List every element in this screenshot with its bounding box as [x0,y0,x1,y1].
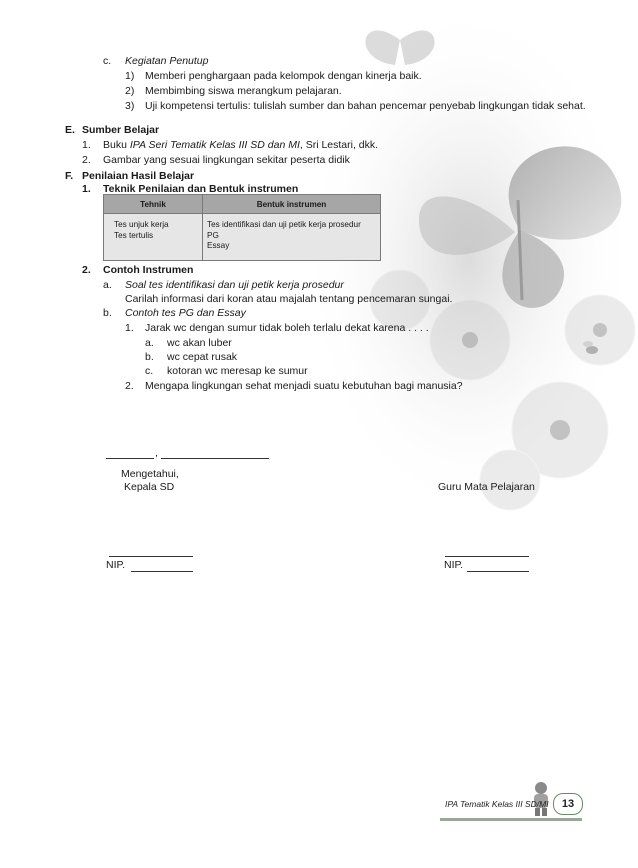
example-label: a. [103,279,112,291]
date-comma: , [155,447,158,459]
subsection-num: 1. [82,183,91,195]
closing-title: Kegiatan Penutup [125,55,209,67]
source-num: 1. [82,139,91,151]
section-e-title: Sumber Belajar [82,124,160,136]
source-num: 2. [82,154,91,166]
nip-label: NIP. [444,559,464,571]
table-header: Bentuk instrumen [203,195,381,214]
section-e-label: E. [65,124,75,136]
section-f-label: F. [65,170,74,182]
teacher-nip-line [467,571,529,572]
table-cell-technique: Tes unjuk kerja Tes tertulis [104,214,203,261]
closing-item-text: Membimbing siswa merangkum pelajaran. [145,85,342,97]
nip-label: NIP. [106,559,126,571]
source-text: Gambar yang sesuai lingkungan sekitar peserta didik [103,154,350,166]
date-place-line [106,458,154,459]
closing-item-num: 1) [125,70,135,82]
option-label: c. [145,365,154,377]
date-line [161,458,269,459]
mengetahui-text: Mengetahui, [121,468,179,480]
question-num: 2. [125,380,134,392]
example-text: Carilah informasi dari koran atau majalah tentang pencemaran sungai. [125,293,453,305]
table-row [104,214,381,261]
page-number: 13 [553,793,583,815]
option-text: wc akan luber [167,337,232,349]
headmaster-title: Kepala SD [124,481,175,493]
option-text: kotoran wc meresap ke sumur [167,365,308,377]
teacher-title: Guru Mata Pelajaran [438,481,535,493]
question-text: Mengapa lingkungan sehat menjadi suatu kebutuhan bagi manusia? [145,380,463,392]
subsection-num: 2. [82,264,91,276]
option-label: b. [145,351,154,363]
assessment-table [103,194,381,261]
headmaster-name-line [109,556,193,557]
closing-item-num: 3) [125,100,135,112]
section-f-title: Penilaian Hasil Belajar [82,170,195,182]
table-cell-instrument: Tes identifikasi dan uji petik kerja prosedur PG Essay [203,214,381,261]
example-title: Soal tes identifikasi dan uji petik kerja prosedur [125,279,344,291]
option-text: wc cepat rusak [167,351,238,363]
subsection-title: Teknik Penilaian dan Bentuk instrumen [103,183,299,195]
footer-book-title: IPA Tematik Kelas III SD/MI [445,799,549,809]
table-header: Tehnik [104,195,203,214]
teacher-name-line [445,556,529,557]
closing-item-text: Uji kompetensi tertulis: tulislah sumber dan bahan pencemar penyebab lingkungan tidak sehat. [145,100,586,112]
headmaster-nip-line [131,571,193,572]
example-label: b. [103,307,112,319]
source-text: Buku IPA Seri Tematik Kelas III SD dan MI, Sri Lestari, dkk. [103,139,379,151]
footer-bar [440,818,582,821]
option-label: a. [145,337,154,349]
closing-item-num: 2) [125,85,135,97]
question-text: Jarak wc dengan sumur tidak boleh terlalu dekat karena . . . . [145,322,429,334]
closing-label: c. [103,55,112,67]
subsection-title: Contoh Instrumen [103,264,194,276]
closing-item-text: Memberi penghargaan pada kelompok dengan kinerja baik. [145,70,422,82]
question-num: 1. [125,322,134,334]
example-title: Contoh tes PG dan Essay [125,307,246,319]
